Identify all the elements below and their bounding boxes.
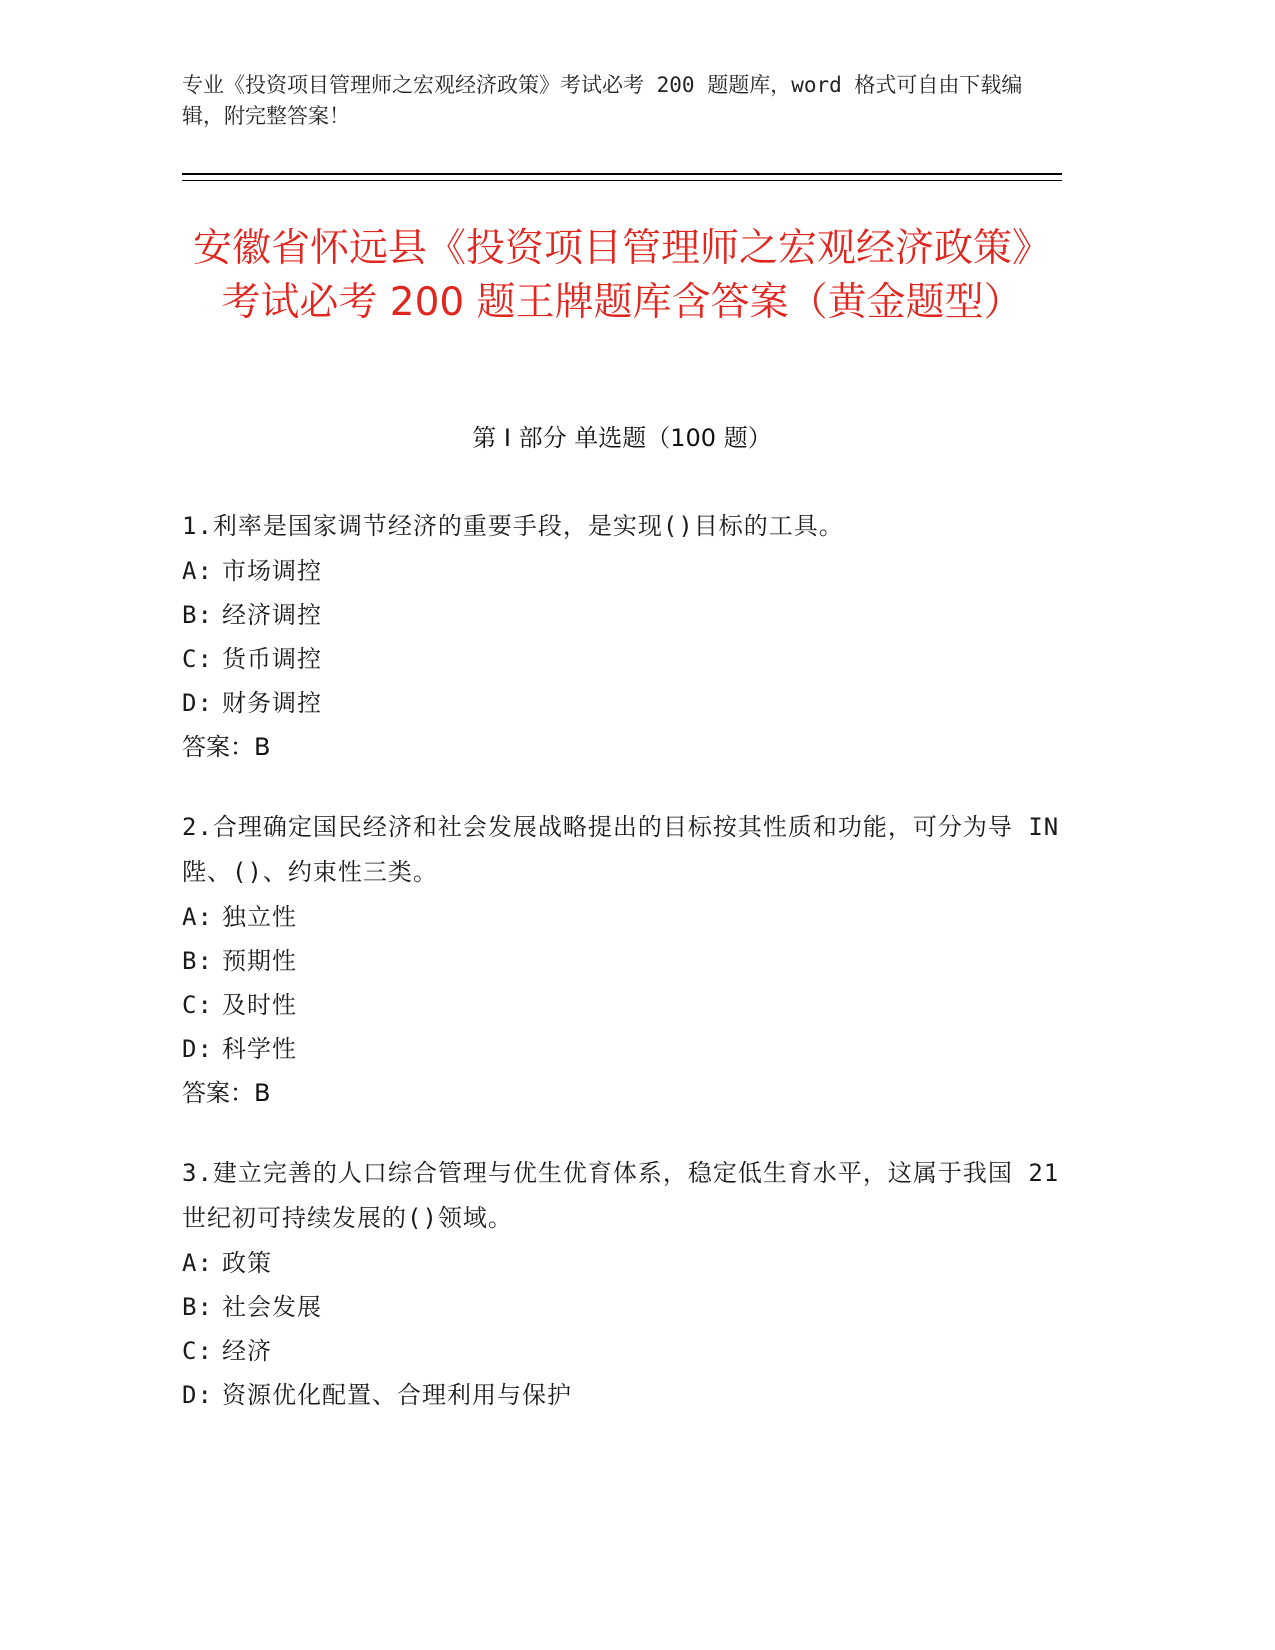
- option-c: [182, 983, 1062, 1027]
- option-a: [182, 895, 1062, 939]
- option-b: [182, 593, 1062, 637]
- option-text: 预期性: [222, 947, 297, 975]
- option-text: 政策: [222, 1249, 272, 1277]
- question-text: 2.合理确定国民经济和社会发展战略提出的目标按其性质和功能，可分为导 IN 陛、()、约束性三类。: [182, 813, 1060, 886]
- option-d: [182, 1373, 1062, 1417]
- option-text: 经济: [222, 1337, 272, 1365]
- option-d: [182, 1027, 1062, 1071]
- option-c: [182, 637, 1062, 681]
- option-text: 货币调控: [222, 645, 322, 673]
- option-letter: C:: [182, 1337, 213, 1365]
- question-3: [182, 1151, 1062, 1417]
- answer-line: 答案：B: [182, 733, 271, 761]
- header-divider-thick: [182, 173, 1062, 175]
- option-b: [182, 1285, 1062, 1329]
- option-letter: B:: [182, 601, 213, 629]
- option-letter: A:: [182, 1249, 213, 1277]
- option-d: [182, 681, 1062, 725]
- option-a: [182, 549, 1062, 593]
- option-letter: D:: [182, 1381, 213, 1409]
- option-letter: A:: [182, 903, 213, 931]
- option-letter: D:: [182, 689, 213, 717]
- option-letter: C:: [182, 991, 213, 1019]
- option-text: 社会发展: [222, 1293, 322, 1321]
- option-letter: A:: [182, 557, 213, 585]
- option-text: 财务调控: [222, 689, 322, 717]
- option-b: [182, 939, 1062, 983]
- header-divider-thin: [182, 180, 1062, 181]
- option-text: 科学性: [222, 1035, 297, 1063]
- option-text: 经济调控: [222, 601, 322, 629]
- option-text: 资源优化配置、合理利用与保护: [222, 1381, 572, 1409]
- question-list: [182, 504, 1062, 1453]
- header-note: 专业《投资项目管理师之宏观经济政策》考试必考 200 题题库，word 格式可自由下载编辑，附完整答案！: [182, 73, 1023, 128]
- question-1: [182, 504, 1062, 769]
- question-text: 3.建立完善的人口综合管理与优生优育体系，稳定低生育水平，这属于我国 21 世纪初可持续发展的()领域。: [182, 1159, 1060, 1232]
- option-text: 独立性: [222, 903, 297, 931]
- option-letter: B:: [182, 1293, 213, 1321]
- section-heading: 第 I 部分 单选题（100 题）: [472, 424, 772, 452]
- document-title: 安徽省怀远县《投资项目管理师之宏观经济政策》考试必考 200 题王牌题库含答案（黄金题型）: [192, 226, 1051, 325]
- option-letter: D:: [182, 1035, 213, 1063]
- option-text: 及时性: [222, 991, 297, 1019]
- option-c: [182, 1329, 1062, 1373]
- option-a: [182, 1241, 1062, 1285]
- option-letter: C:: [182, 645, 213, 673]
- answer-line: 答案：B: [182, 1079, 271, 1107]
- question-2: [182, 805, 1062, 1115]
- option-text: 市场调控: [222, 557, 322, 585]
- question-text: 1.利率是国家调节经济的重要手段，是实现()目标的工具。: [182, 512, 844, 540]
- option-letter: B:: [182, 947, 213, 975]
